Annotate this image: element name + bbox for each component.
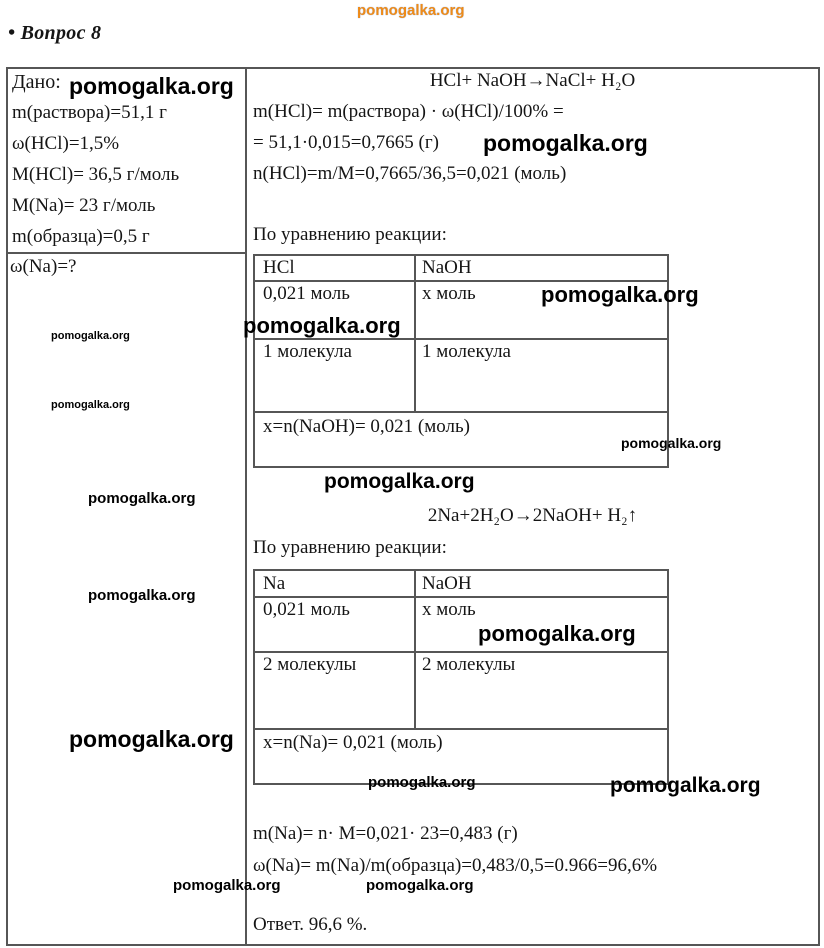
watermark: pomogalka.org (368, 774, 476, 791)
table-header: Na (263, 573, 286, 594)
ratio-table-2 (253, 569, 669, 785)
watermark: pomogalka.org (541, 282, 699, 307)
find-label: ω(Na)=? (10, 256, 77, 277)
table-row-divider (255, 411, 667, 413)
table-cell: 2 молекулы (263, 654, 357, 675)
table-cell: 1 молекула (422, 341, 511, 362)
table-col-divider (414, 571, 416, 728)
watermark: pomogalka.org (51, 399, 130, 411)
watermark: pomogalka.org (621, 435, 722, 451)
table-result: x=n(Na)= 0,021 (моль) (263, 732, 443, 753)
table-header: HCl (263, 257, 295, 278)
table-row-divider (255, 728, 667, 730)
watermark: pomogalka.org (478, 621, 636, 646)
watermark: pomogalka.org (51, 330, 130, 342)
question-title: • Вопрос 8 (8, 22, 102, 44)
table-cell: 1 молекула (263, 341, 352, 362)
watermark-top: pomogalka.org (357, 2, 465, 19)
table-header: NaOH (422, 573, 472, 594)
table-header: NaOH (422, 257, 472, 278)
watermark: pomogalka.org (610, 774, 761, 797)
mole-calc-line: n(HCl)=m/M=0,7665/36,5=0,021 (моль) (253, 163, 567, 184)
given-line: M(HCl)= 36,5 г/моль (12, 164, 180, 185)
table-cell: 2 молекулы (422, 654, 516, 675)
given-label: Дано: (12, 71, 61, 93)
reaction-equation-1: HCl+ NaOH→NaCl+ H₂O (429, 70, 636, 91)
table-row-divider (255, 596, 667, 598)
by-equation-label-1: По уравнению реакции: (253, 224, 447, 245)
given-line: m(раствора)=51,1 г (12, 102, 167, 123)
given-divider (8, 252, 245, 254)
watermark: pomogalka.org (483, 130, 648, 156)
mass-calc-line: m(HCl)= m(раствора) · ω(HCl)/100% = (253, 101, 564, 122)
given-line: ω(HCl)=1,5% (12, 133, 120, 154)
watermark: pomogalka.org (173, 877, 281, 894)
given-line: m(образца)=0,5 г (12, 226, 150, 247)
watermark: pomogalka.org (366, 877, 474, 894)
watermark: pomogalka.org (324, 470, 475, 493)
table-row-divider (255, 651, 667, 653)
answer-line: Ответ. 96,6 %. (253, 914, 368, 935)
reaction-equation-2: 2Na+2H₂O→2NaOH+ H₂↑ (427, 505, 638, 526)
given-line: M(Na)= 23 г/моль (12, 195, 156, 216)
table-cell: x моль (422, 283, 476, 304)
table-cell: x моль (422, 599, 476, 620)
watermark: pomogalka.org (88, 587, 196, 604)
watermark: pomogalka.org (243, 313, 401, 338)
fraction-na-line: ω(Na)= m(Na)/m(образца)=0,483/0,5=0.966=96,6% (253, 855, 658, 876)
table-cell: 0,021 моль (263, 283, 350, 304)
watermark: pomogalka.org (88, 490, 196, 507)
watermark: pomogalka.org (69, 73, 234, 99)
by-equation-label-2: По уравнению реакции: (253, 537, 447, 558)
mass-calc-result: = 51,1·0,015=0,7665 (г) (253, 132, 439, 153)
table-result: x=n(NaOH)= 0,021 (моль) (263, 416, 471, 437)
mass-na-line: m(Na)= n· M=0,021· 23=0,483 (г) (253, 823, 518, 844)
watermark: pomogalka.org (69, 726, 234, 752)
table-cell: 0,021 моль (263, 599, 350, 620)
